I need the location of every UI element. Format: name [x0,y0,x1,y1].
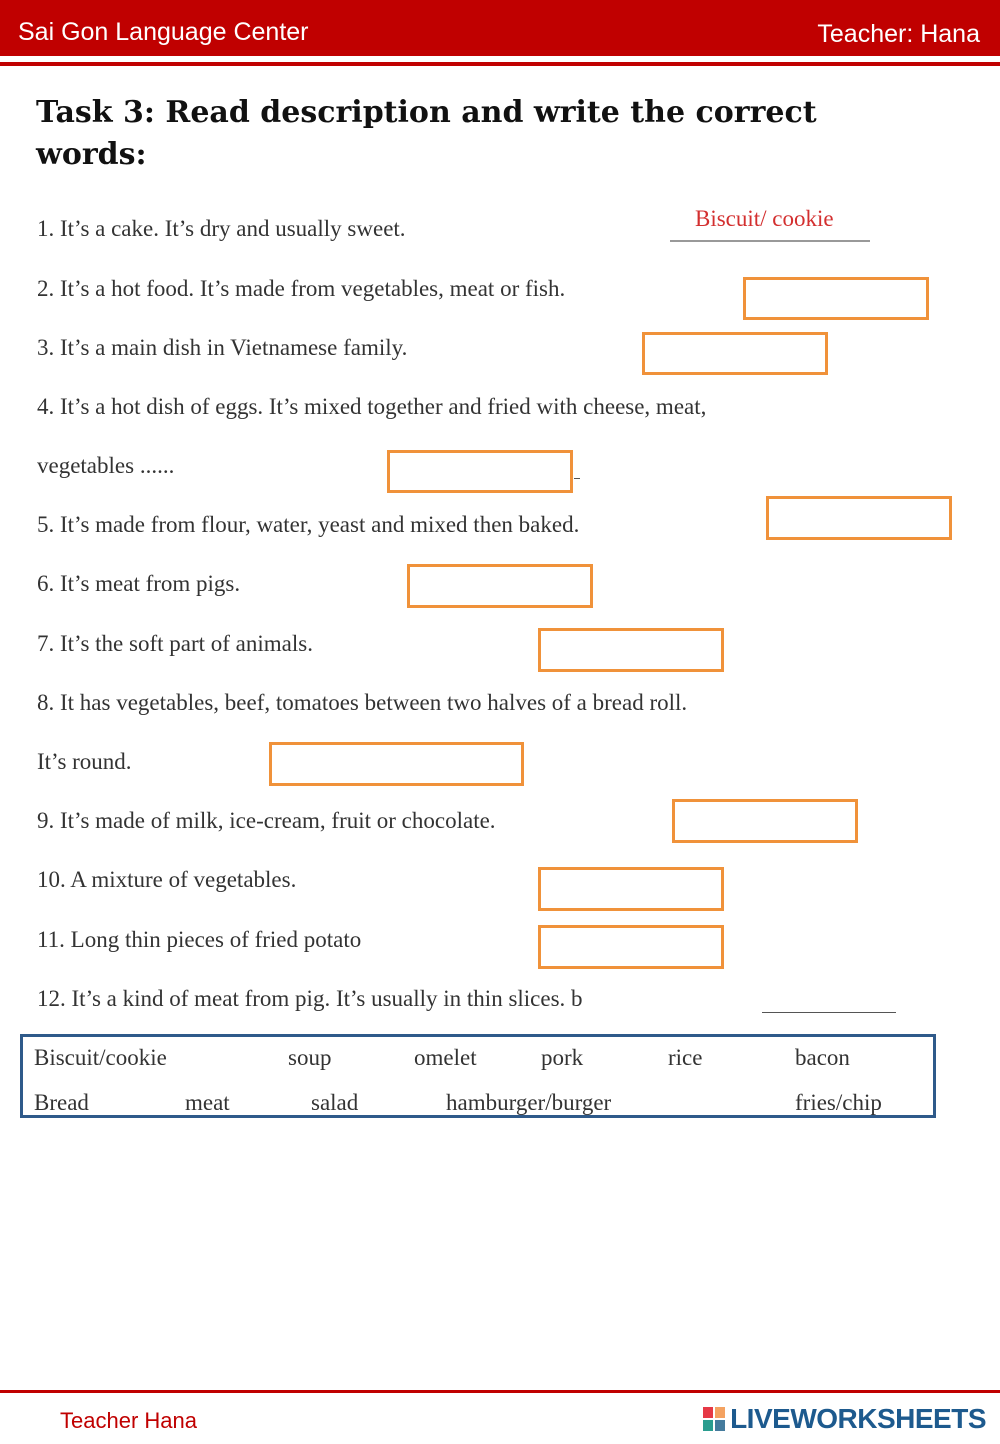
answer-box-7[interactable] [538,628,724,672]
answer-box-3[interactable] [642,332,828,375]
question-2: 2. It’s a hot food. It’s made from vegetables, meat or fish. [37,276,566,301]
question-1: 1. It’s a cake. It’s dry and usually sweet. [37,216,406,241]
footer-divider [0,1390,1000,1393]
word-rice: rice [668,1045,703,1070]
sample-answer-line [670,240,870,242]
word-pork: pork [541,1045,584,1070]
answer-box-10[interactable] [538,867,724,911]
word-omelet: omelet [414,1045,477,1070]
footer-teacher: Teacher Hana [60,1408,197,1433]
center-name: Sai Gon Language Center [18,18,309,46]
word-meat: meat [185,1090,230,1115]
word-fries-chip: fries/chip [795,1090,882,1115]
header-bar [0,0,1000,56]
header-teacher: Teacher: Hana [817,20,980,48]
question-4: 4. It’s a hot dish of eggs. It’s mixed together and fried with cheese, meat, [37,394,707,419]
answer-box-6[interactable] [407,564,593,608]
blank-mark [574,478,580,479]
question-11: 11. Long thin pieces of fried potato [37,927,362,952]
answer-box-9[interactable] [672,799,858,843]
question-8-continued: It’s round. [37,749,132,774]
answer-box-5[interactable] [766,496,952,540]
task-title: Task 3: Read description and write the correct words: [36,95,817,172]
liveworksheets-logo-icon [703,1407,725,1431]
question-9: 9. It’s made of milk, ice-cream, fruit or chocolate. [37,808,496,833]
question-7: 7. It’s the soft part of animals. [37,631,313,656]
answer-box-2[interactable] [743,277,929,320]
word-bacon: bacon [795,1045,850,1070]
answer-box-11[interactable] [538,925,724,969]
question-4-continued: vegetables ...... [37,453,175,478]
sample-answer: Biscuit/ cookie [695,206,834,231]
question-10: 10. A mixture of vegetables. [37,867,297,892]
answer-line-12[interactable] [762,1012,896,1013]
answer-box-8[interactable] [269,742,524,786]
word-bread: Bread [34,1090,89,1115]
word-bank [20,1034,936,1118]
question-3: 3. It’s a main dish in Vietnamese family. [37,335,408,360]
answer-box-4[interactable] [387,450,573,493]
word-hamburger-burger: hamburger/burger [446,1090,612,1115]
question-8: 8. It has vegetables, beef, tomatoes between two halves of a bread roll. [37,690,688,715]
question-5: 5. It’s made from flour, water, yeast and mixed then baked. [37,512,580,537]
header-divider [0,62,1000,66]
question-12: 12. It’s a kind of meat from pig. It’s usually in thin slices. b [37,986,583,1011]
word-soup: soup [288,1045,332,1070]
brand-name: LIVEWORKSHEETS [730,1403,986,1434]
word-salad: salad [311,1090,359,1115]
question-6: 6. It’s meat from pigs. [37,571,241,596]
liveworksheets-brand[interactable] [703,1403,986,1435]
word-biscuit-cookie: Biscuit/cookie [34,1045,167,1070]
